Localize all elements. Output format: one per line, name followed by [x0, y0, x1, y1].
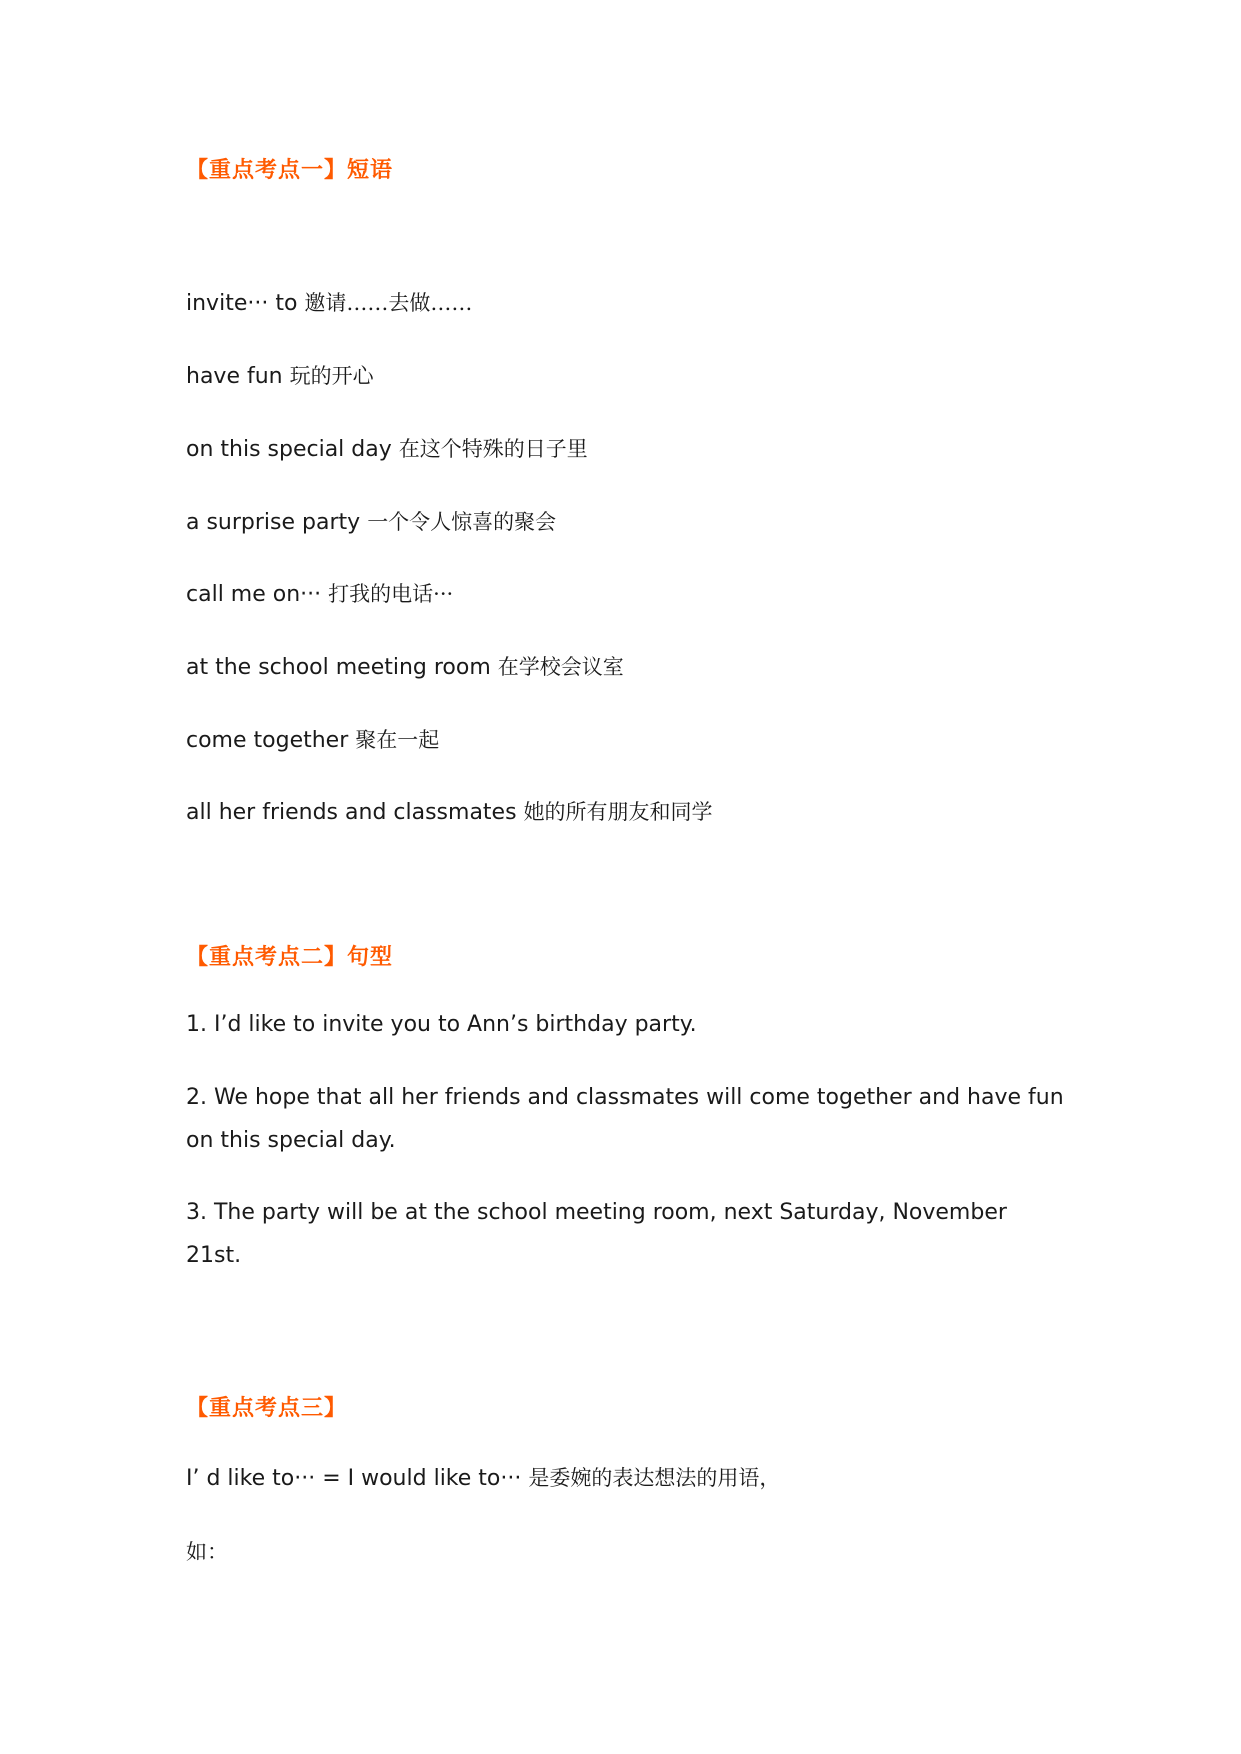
phrase-zh: 打我的电话···	[328, 582, 454, 606]
example-label-text: 如：	[186, 1540, 228, 1564]
sentence-2: 2. We hope that all her friends and classmates will come together and have fun on this special day.	[186, 1085, 1064, 1153]
phrase-en: all her friends and classmates	[186, 800, 517, 825]
usage-en: I’ d like to··· = I would like to···	[186, 1466, 522, 1491]
phrase-item	[186, 506, 556, 536]
phrase-zh: 聚在一起	[355, 728, 440, 752]
phrase-en: call me on···	[186, 582, 322, 607]
section-3-heading: 【重点考点三】	[186, 1396, 348, 1421]
usage-zh: 是委婉的表达想法的用语，	[528, 1466, 781, 1490]
phrase-zh: 在学校会议室	[497, 655, 624, 679]
phrase-en: a surprise party	[186, 510, 361, 535]
usage-line	[186, 1462, 780, 1492]
sentence-3: 3. The party will be at the school meeting room, next Saturday, November 21st.	[186, 1200, 1007, 1268]
phrase-zh: 一个令人惊喜的聚会	[367, 510, 557, 534]
phrase-en: on this special day	[186, 437, 392, 462]
phrase-item	[186, 287, 472, 317]
phrase-zh: 在这个特殊的日子里	[398, 437, 588, 461]
phrase-item	[186, 796, 713, 826]
sentence-1: 1. I’d like to invite you to Ann’s birthday party.	[186, 1012, 697, 1037]
phrase-zh: 玩的开心	[289, 364, 374, 388]
phrase-en: at the school meeting room	[186, 655, 491, 680]
phrase-en: invite··· to	[186, 291, 298, 316]
phrase-en: come together	[186, 728, 349, 753]
section-1-heading: 【重点考点一】短语	[186, 158, 394, 183]
phrase-en: have fun	[186, 364, 283, 389]
phrase-item	[186, 578, 453, 608]
phrase-item	[186, 724, 439, 754]
phrase-item	[186, 651, 624, 681]
phrase-item	[186, 360, 374, 390]
phrase-zh: 她的所有朋友和同学	[523, 800, 713, 824]
example-label	[186, 1536, 228, 1566]
section-2-heading: 【重点考点二】句型	[186, 945, 394, 970]
phrase-item	[186, 433, 588, 463]
phrase-zh: 邀请……去做……	[304, 291, 473, 315]
